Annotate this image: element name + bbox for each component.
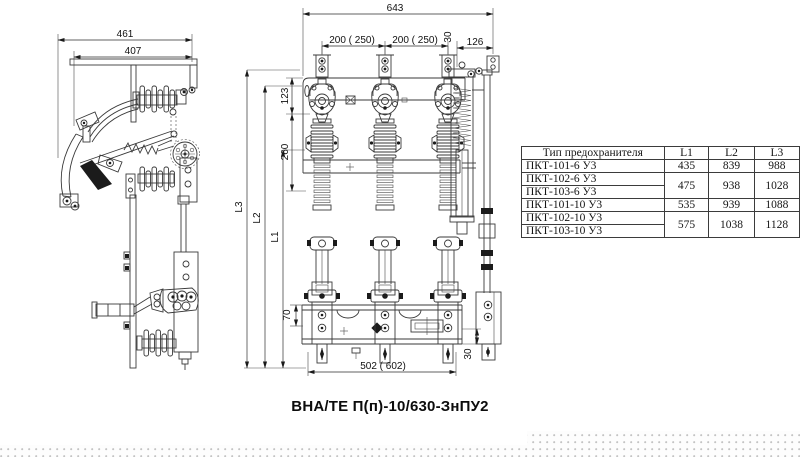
dim-label-461: 461 xyxy=(116,29,134,40)
fuse-type-cell: ПКТ-103-6 У3 xyxy=(522,186,665,199)
dim-label-502: 502 ( 602) xyxy=(360,361,406,372)
table-row xyxy=(522,212,800,225)
l2-cell: 939 xyxy=(709,199,754,212)
l3-cell: 1088 xyxy=(754,199,799,212)
drawing-title: ВНА/ТЕ П(п)-10/630-ЗнПУ2 xyxy=(291,398,489,415)
table-header-type: Тип предохранителя xyxy=(522,147,665,160)
dim-label-30-top: 30 xyxy=(443,31,454,43)
l1-cell: 575 xyxy=(664,212,709,238)
fuse-dimension-table xyxy=(521,146,800,238)
dim-label-30-base: 30 xyxy=(463,348,474,360)
fuse-type-cell: ПКТ-101-6 У3 xyxy=(522,160,665,173)
l3-cell: 988 xyxy=(754,160,799,173)
l1-cell: 475 xyxy=(664,173,709,199)
dim-label-200-left: 200 ( 250) xyxy=(329,35,375,46)
dim-label-126: 126 xyxy=(466,37,484,48)
table-header-l3: L3 xyxy=(754,147,799,160)
table-header-l2: L2 xyxy=(709,147,754,160)
fuse-type-cell: ПКТ-102-10 У3 xyxy=(522,212,665,225)
dim-label-123: 123 xyxy=(280,87,291,105)
l3-cell: 1028 xyxy=(754,173,799,199)
fuse-type-cell: ПКТ-103-10 У3 xyxy=(522,225,665,238)
dim-label-L1: L1 xyxy=(270,231,281,243)
table-row xyxy=(522,160,800,173)
l1-cell: 535 xyxy=(664,199,709,212)
l2-cell: 839 xyxy=(709,160,754,173)
dim-label-L2: L2 xyxy=(252,212,263,224)
dim-label-200-right: 200 ( 250) xyxy=(392,35,438,46)
fuse-type-cell: ПКТ-101-10 У3 xyxy=(522,199,665,212)
dim-label-70: 70 xyxy=(282,309,293,321)
table-row xyxy=(522,173,800,186)
dim-label-L3: L3 xyxy=(234,201,245,213)
l3-cell: 1128 xyxy=(754,212,799,238)
dim-label-260: 260 xyxy=(280,143,291,161)
table-header-l1: L1 xyxy=(664,147,709,160)
dim-label-643: 643 xyxy=(386,3,404,14)
table-header-row xyxy=(522,147,800,160)
l1-cell: 435 xyxy=(664,160,709,173)
table-row xyxy=(522,199,800,212)
dim-label-407: 407 xyxy=(124,46,142,57)
fuse-type-cell: ПКТ-102-6 У3 xyxy=(522,173,665,186)
side-view-drawing xyxy=(58,29,200,370)
front-view-drawing xyxy=(234,3,501,376)
l2-cell: 938 xyxy=(709,173,754,199)
l2-cell: 1038 xyxy=(709,212,754,238)
